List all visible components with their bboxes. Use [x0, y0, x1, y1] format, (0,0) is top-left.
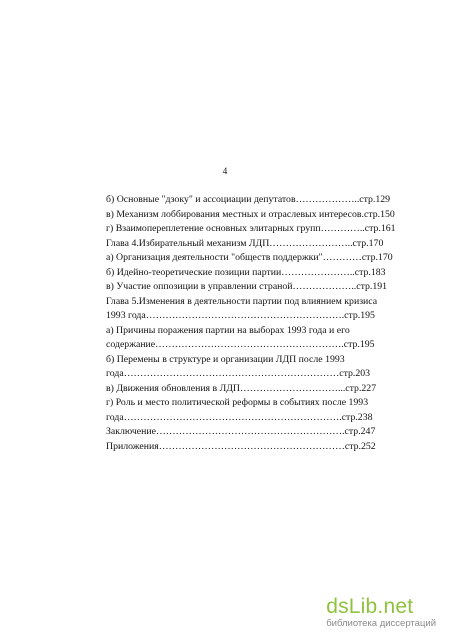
toc-line: б) Идейно-теоретические позиции партии…………………..стр.183 [106, 266, 386, 278]
toc-line: г) Роль и место политической реформы в событиях после 1993 [106, 397, 369, 408]
watermark-tagline: библиотека диссертаций [326, 618, 436, 629]
toc-line: а) Организация деятельности "обществ поддержки"…………стр.170 [106, 252, 393, 263]
toc-line: г) Взаимопереплетение основных элитарных групп…………..стр.161 [106, 223, 396, 234]
toc-line: 1993 года…………………………………………………….стр.195 [106, 310, 375, 321]
toc-line: Глава 4.Избирательный механизм ЛДП……………………..стр.170 [106, 237, 384, 249]
toc-line: Приложения…………………………………………………стр.252 [106, 440, 376, 452]
toc-line: в) Участие оппозиции в управлении страной………………..стр.191 [106, 281, 388, 292]
toc-line: года………………………………………………………….стр.238 [106, 411, 373, 423]
toc-line: года…………………………………………………………стр.203 [106, 368, 371, 379]
toc-line: Глава 5.Изменения в деятельности партии под влиянием кризиса [106, 295, 378, 307]
toc-line: содержание………………………………………………….стр.195 [106, 339, 375, 350]
toc-line: б) Перемены в структуре и организации ЛДП после 1993 [106, 353, 345, 365]
toc-line: б) Основные "дзоку" и ассоциации депутатов………………..стр.129 [106, 194, 391, 205]
table-of-contents [106, 193, 402, 454]
toc-line: Заключение………………………………………………….стр.247 [106, 426, 376, 437]
watermark-logo[interactable] [326, 596, 436, 629]
toc-line: в) Движения обновления в ЛДП…………………………...стр.227 [106, 382, 377, 394]
toc-line: а) Причины поражения партии на выборах 1993 года и его [106, 324, 350, 336]
page-number: 4 [222, 166, 228, 176]
toc-line: в) Механизм лоббирования местных и отраслевых интересов.стр.150 [106, 208, 395, 220]
watermark-name: dsLib.net [326, 595, 414, 618]
